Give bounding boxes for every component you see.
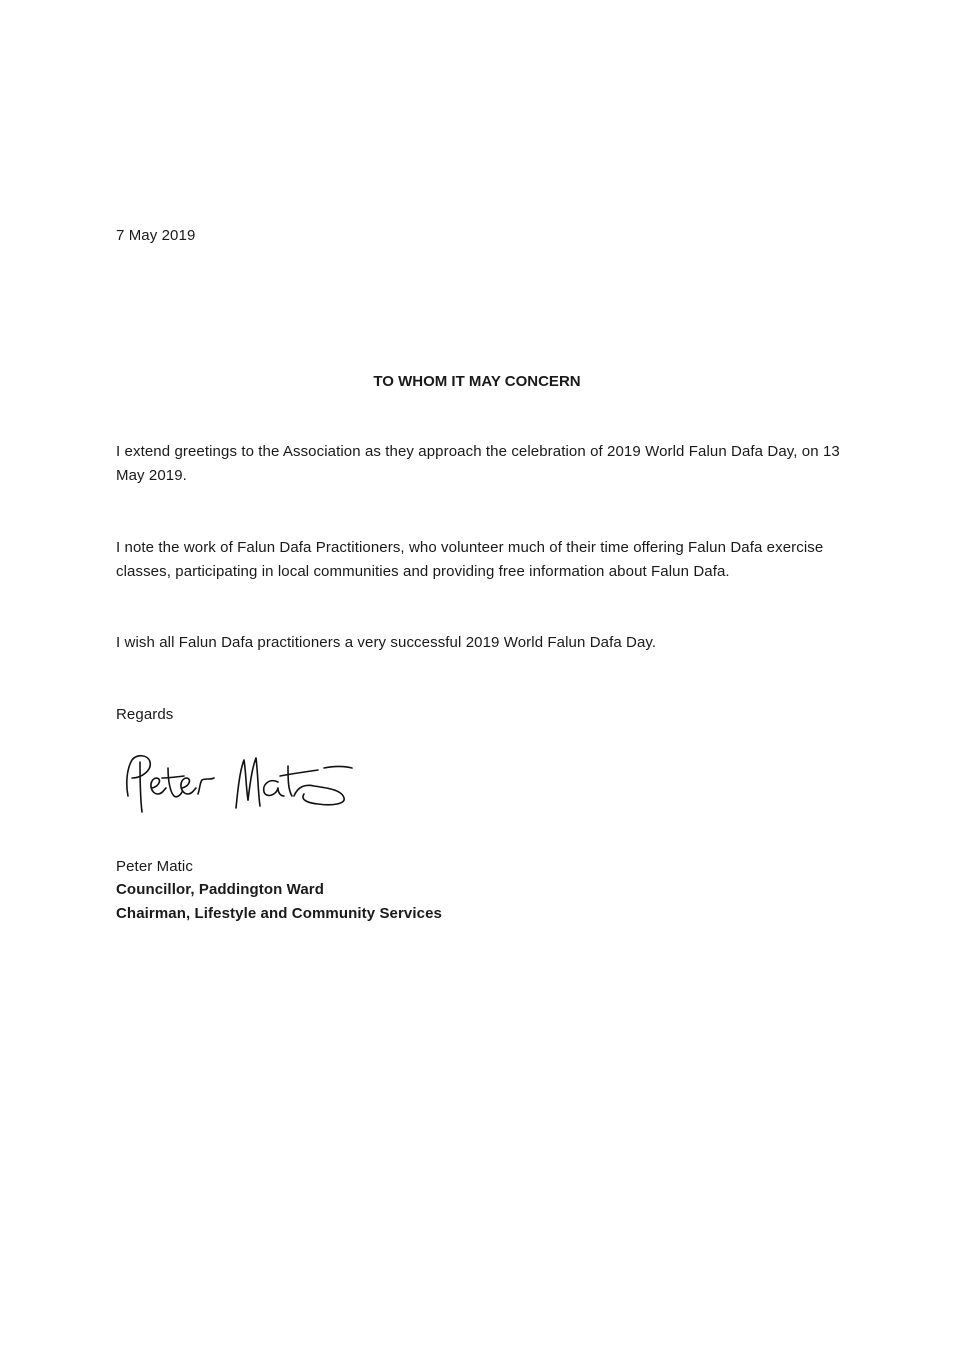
paragraph-greeting: I extend greetings to the Association as they approach the celebration of 2019 World Falun Dafa Day, on 13 May 2019. bbox=[116, 443, 840, 484]
signer-title-councillor: Councillor, Paddington Ward bbox=[116, 881, 324, 898]
letter-heading: TO WHOM IT MAY CONCERN bbox=[373, 373, 581, 390]
letter-date: 7 May 2019 bbox=[116, 227, 196, 244]
paragraph-wishes: I wish all Falun Dafa practitioners a very successful 2019 World Falun Dafa Day. bbox=[116, 634, 657, 651]
signer-title-chairman: Chairman, Lifestyle and Community Services bbox=[116, 905, 442, 922]
signer-name: Peter Matic bbox=[116, 858, 193, 875]
closing-regards: Regards bbox=[116, 706, 174, 723]
handwritten-signature bbox=[118, 748, 358, 820]
paragraph-work-note: I note the work of Falun Dafa Practitioners, who volunteer much of their time offering Falun Dafa exercise classes, participating in local communities and providing free information about Falun Dafa. bbox=[116, 539, 824, 580]
